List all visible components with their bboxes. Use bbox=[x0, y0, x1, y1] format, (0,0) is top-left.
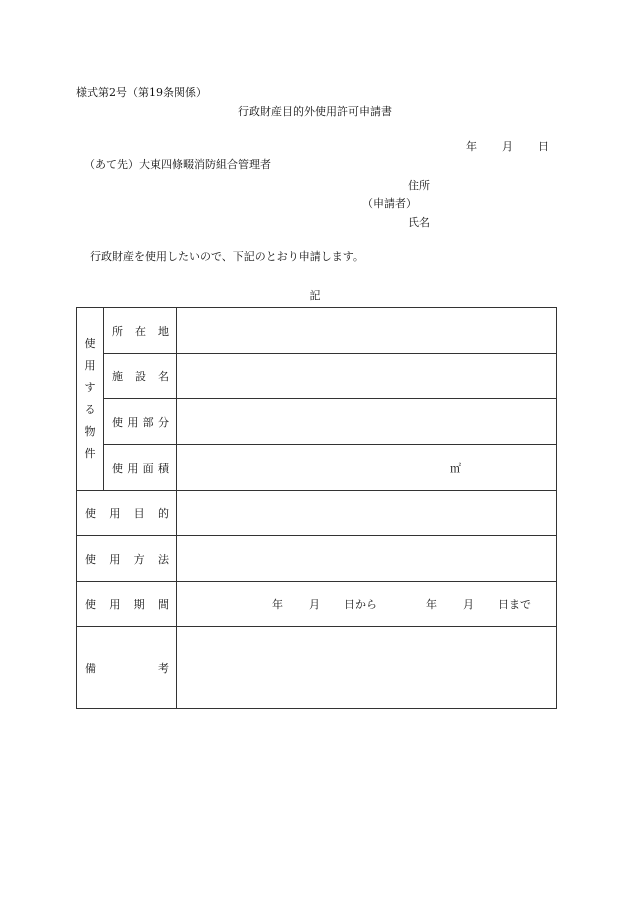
location-label: 所 在 地 bbox=[104, 308, 177, 354]
property-group-label: 使 用 す る 物 件 bbox=[77, 308, 104, 491]
period-day-until: 日まで bbox=[498, 598, 531, 611]
period-year-until: 年 bbox=[426, 598, 437, 611]
period-year-from: 年 bbox=[272, 598, 283, 611]
facility-name-label: 施 設 名 bbox=[104, 354, 177, 399]
period-day-from: 日から bbox=[344, 598, 377, 611]
area-unit: ㎡ bbox=[450, 461, 461, 475]
date-line bbox=[466, 138, 549, 154]
date-day-label: 日 bbox=[538, 140, 549, 153]
purpose-field[interactable] bbox=[177, 491, 557, 536]
purpose-label: 使 用 目 的 bbox=[77, 491, 177, 536]
usage-part-field[interactable] bbox=[177, 399, 557, 445]
date-month-label: 月 bbox=[502, 140, 513, 153]
address-label: 住所 bbox=[408, 179, 430, 192]
form-number: 様式第2号（第19条関係） bbox=[76, 86, 207, 99]
location-field[interactable] bbox=[177, 308, 557, 354]
facility-name-field[interactable] bbox=[177, 354, 557, 399]
method-label: 使 用 方 法 bbox=[77, 536, 177, 582]
method-field[interactable] bbox=[177, 536, 557, 582]
ki-heading: 記 bbox=[309, 289, 321, 302]
usage-area-label: 使 用 面 積 bbox=[104, 445, 177, 491]
period-month-until: 月 bbox=[463, 598, 474, 611]
application-table bbox=[76, 307, 557, 709]
addressee: （あて先）大東四條畷消防組合管理者 bbox=[84, 158, 271, 171]
usage-part-label: 使 用 部 分 bbox=[104, 399, 177, 445]
document-title: 行政財産目的外使用許可申請書 bbox=[238, 105, 392, 118]
remarks-label: 備 考 bbox=[77, 627, 177, 709]
request-statement: 行政財産を使用したいので、下記のとおり申請します。 bbox=[90, 250, 364, 263]
period-field[interactable] bbox=[177, 582, 557, 627]
name-label: 氏名 bbox=[408, 216, 430, 229]
period-label: 使 用 期 間 bbox=[77, 582, 177, 627]
usage-area-field[interactable] bbox=[177, 445, 557, 491]
date-year-label: 年 bbox=[466, 140, 477, 153]
applicant-label: （申請者） bbox=[362, 197, 417, 210]
period-month-from: 月 bbox=[309, 598, 320, 611]
remarks-field[interactable] bbox=[177, 627, 557, 709]
